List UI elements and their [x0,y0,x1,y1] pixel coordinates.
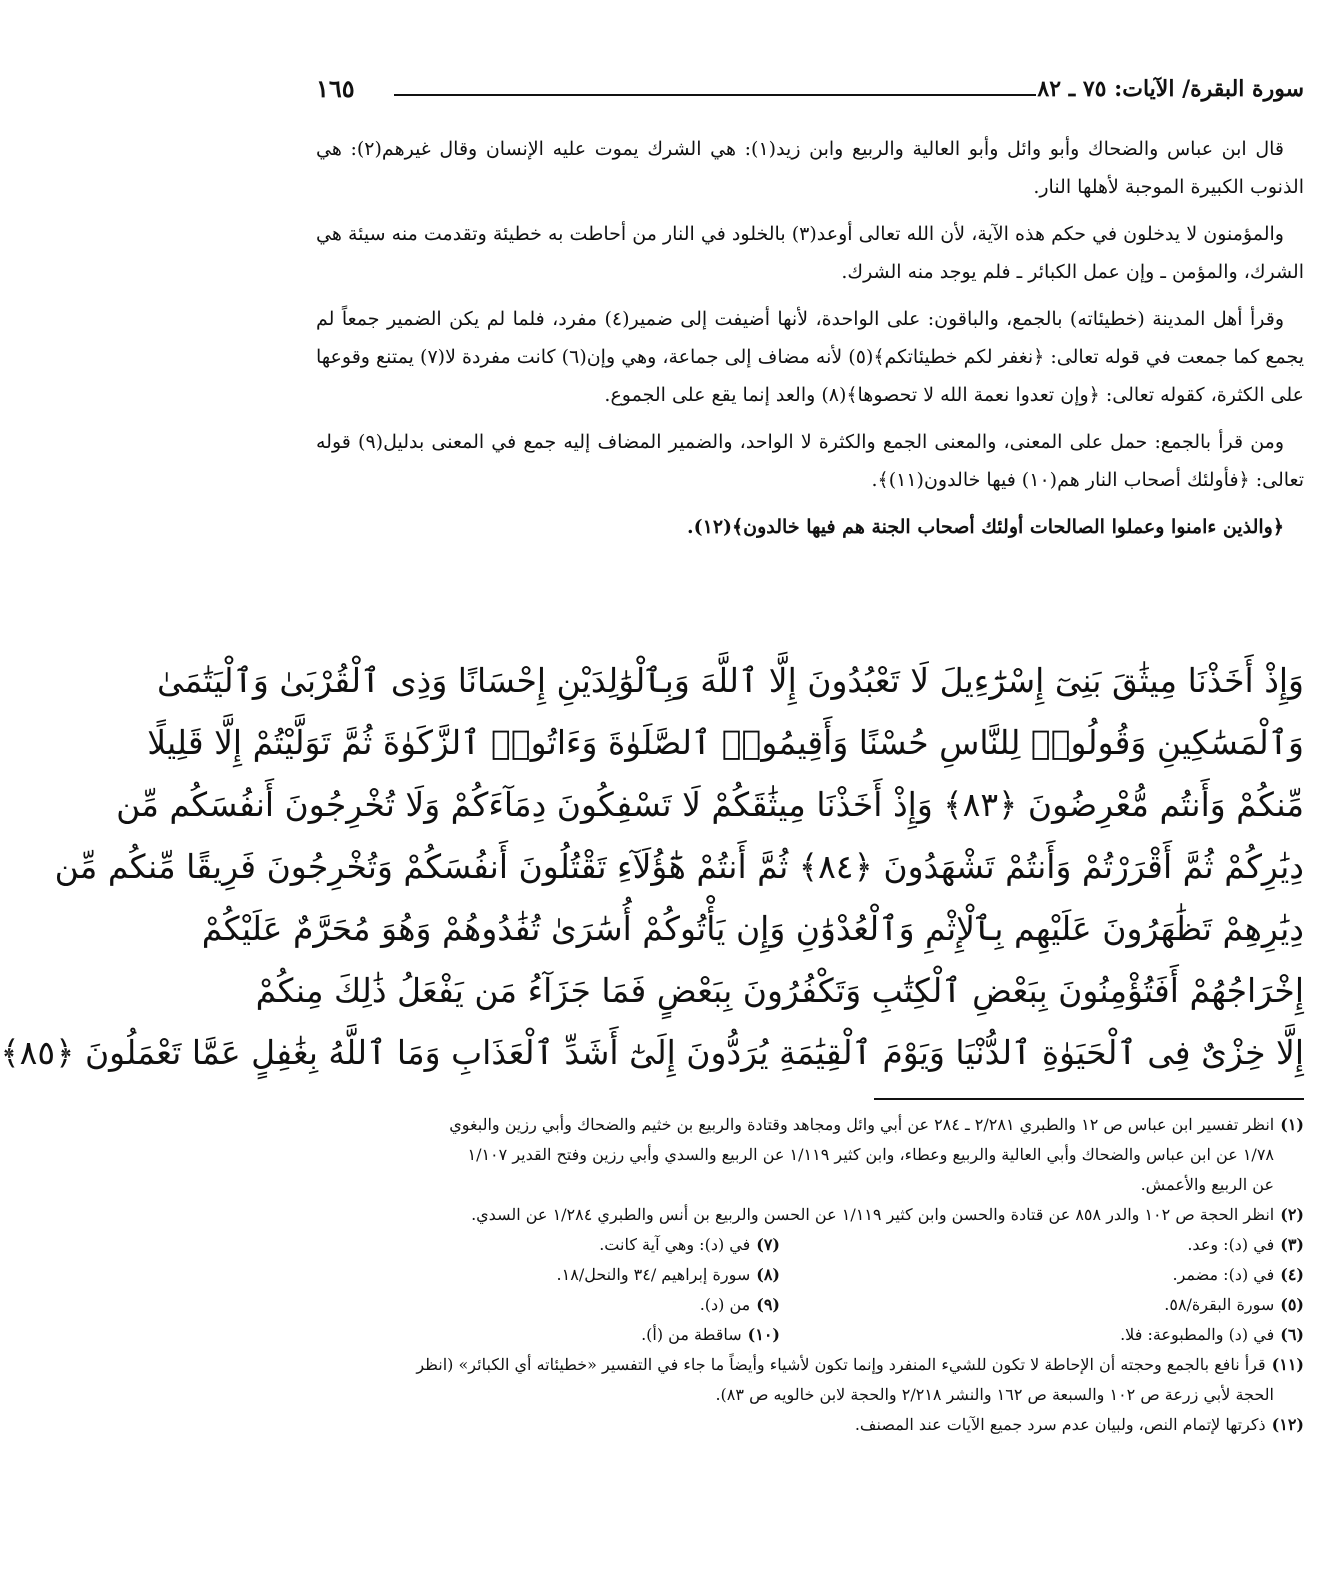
running-header [316,70,1304,110]
page-number: ١٦٥ [316,74,355,103]
footnote-number: (٦) [1280,1325,1304,1344]
footnote-text: ساقطة من (أ). [641,1325,742,1344]
surah-title: سورة البقرة/ الآيات: ٧٥ ـ ٨٢ [1037,76,1304,102]
footnote-text: سورة البقرة/٥٨. [1164,1295,1275,1314]
paragraph-2: والمؤمنون لا يدخلون في حكم هذه الآية، لأن الله تعالى أوعد(٣) بالخلود في النار من أحاطت به خطيئة وتقدمت منه سيئة هي الشرك، والمؤمن ـ وإن عمل الكبائر ـ فلم يوجد منه الشرك. [316,223,1304,283]
quran-line-2: وَٱلْمَسَٰكِينِ وَقُولُوا۟ لِلنَّاسِ حُسْنًا وَأَقِيمُوا۟ ٱلصَّلَوٰةَ وَءَاتُوا۟ ٱلزَّكَوٰةَ ثُمَّ تَوَلَّيْتُمْ إِلَّا قَلِيلًا [147,723,1304,762]
footnote-text: في (د): مضمر. [1172,1265,1275,1284]
quran-line-7: إِلَّا خِزْىٌ فِى ٱلْحَيَوٰةِ ٱلدُّنْيَا وَيَوْمَ ٱلْقِيَٰمَةِ يُرَدُّونَ إِلَىٰٓ أَشَدِّ ٱلْعَذَابِ وَمَا ٱللَّهُ بِغَٰفِلٍ عَمَّا تَعْمَلُونَ ﴿٨٥﴾ [0,1033,1304,1072]
commentary-body [316,130,1304,555]
quran-line-1: وَإِذْ أَخَذْنَا مِيثَٰقَ بَنِىٓ إِسْرَٰٓءِيلَ لَا تَعْبُدُونَ إِلَّا ٱللَّهَ وَبِٱلْوَٰلِدَيْنِ إِحْسَانًا وَذِى ٱلْقُرْبَىٰ وَٱلْيَتَٰمَىٰ [157,661,1304,700]
footnote-number: (١٠) [747,1325,780,1344]
footnote-1 [316,1110,1304,1140]
footnote-3 [840,1230,1304,1260]
footnote-4 [840,1260,1304,1290]
footnote-text: في (د) والمطبوعة: فلا. [1120,1325,1275,1344]
footnotes-right-column [840,1230,1304,1350]
footnote-text: في (د): وهي آية كانت. [599,1235,751,1254]
footnote-number: (١) [1280,1115,1304,1134]
footnote-6 [840,1320,1304,1350]
footnote-text: سورة إبراهيم /٣٤ والنحل/١٨. [556,1265,751,1284]
footnote-number: (٤) [1280,1265,1304,1284]
footnote-8 [316,1260,780,1290]
footnote-5 [840,1290,1304,1320]
footnote-number: (٨) [756,1265,780,1284]
footnote-11 [316,1350,1304,1380]
paragraph-5-verse: ﴿والذين ءامنوا وعملوا الصالحات أولئك أصحاب الجنة هم فيها خالدون﴾(١٢). [687,516,1284,538]
footnote-text: في (د): وعد. [1187,1235,1275,1254]
quran-text-block [0,650,1304,1084]
footnote-11-cont: الحجة لأبي زرعة ص ١٠٢ والسبعة ص ١٦٢ والنشر ٢/٢١٨ والحجة لابن خالويه ص ٨٣). [715,1385,1274,1404]
footnote-text: انظر تفسير ابن عباس ص ١٢ والطبري ٢/٢٨١ ـ ٢٨٤ عن أبي وائل ومجاهد وقتادة والربيع بن خثيم والضحاك وأبي رزين والبغوي [449,1115,1275,1134]
footnote-number: (٩) [756,1295,780,1314]
footnote-number: (٣) [1280,1235,1304,1254]
footnote-9 [316,1290,780,1320]
footnote-1-cont: ١/٧٨ عن ابن عباس والضحاك وأبي العالية والربيع وعطاء، وابن كثير ١/١١٩ عن الربيع والسدي وأبي رزين وفتح القدير ١/١٠٧ [467,1145,1274,1164]
footnote-text: انظر الحجة ص ١٠٢ والدر ٨٥٨ عن قتادة والحسن وابن كثير ١/١١٩ عن الحسن والربيع بن أنس والطبري ١/٢٨٤ عن السدي. [471,1205,1275,1224]
quran-line-4: دِيَٰرِكُمْ ثُمَّ أَقْرَرْتُمْ وَأَنتُمْ تَشْهَدُونَ ﴿٨٤﴾ ثُمَّ أَنتُمْ هَٰٓؤُلَآءِ تَقْتُلُونَ أَنفُسَكُمْ وَتُخْرِجُونَ فَرِيقًا مِّنكُم مِّن [54,847,1304,886]
footnote-10 [316,1320,780,1350]
footnotes-left-column [316,1230,840,1350]
footnote-text: ذكرتها لإتمام النص، ولبيان عدم سرد جميع الآيات عند المصنف. [854,1415,1266,1434]
paragraph-3: وقرأ أهل المدينة (خطيئاته) بالجمع، والباقون: على الواحدة، لأنها أضيفت إلى ضمير(٤) مفرد، فلما لم يكن الضمير جمعاً لم يجمع كما جمعت في قوله تعالى: ﴿نغفر لكم خطيئاتكم﴾(٥) لأنه مضاف إلى جماعة، وهي وإن(٦) كانت مفردة لا(٧) يمتنع وقوعها على الكثرة، كقوله تعالى: ﴿وإن تعدوا نعمة الله لا تحصوها﴾(٨) والعد إنما يقع على الجموع. [316,308,1304,406]
paragraph-1: قال ابن عباس والضحاك وأبو وائل وأبو العالية والربيع وابن زيد(١): هي الشرك يموت عليه الإنسان وقال غيرهم(٢): هي الذنوب الكبيرة الموجبة لأهلها النار. [316,138,1304,198]
quran-line-3: مِّنكُمْ وَأَنتُم مُّعْرِضُونَ ﴿٨٣﴾ وَإِذْ أَخَذْنَا مِيثَٰقَكُمْ لَا تَسْفِكُونَ دِمَآءَكُمْ وَلَا تُخْرِجُونَ أَنفُسَكُم مِّن [116,785,1304,824]
footnote-2 [316,1200,1304,1230]
footnote-text: قرأ نافع بالجمع وحجته أن الإحاطة لا تكون للشيء المنفرد وإنما تكون لأشياء وأيضاً ما جاء في التفسير «خطيئاته أي الكبائر» (انظر [416,1355,1266,1374]
paragraph-4: ومن قرأ بالجمع: حمل على المعنى، والمعنى الجمع والكثرة لا الواحد، والضمير المضاف إليه جمع في المعنى بدليل(٩) قوله تعالى: ﴿فأولئك أصحاب النار هم(١٠) فيها خالدون(١١)﴾. [316,431,1304,491]
footnote-separator [874,1098,1304,1100]
footnote-number: (١٢) [1271,1415,1304,1434]
footnote-number: (٧) [756,1235,780,1254]
footnote-12 [316,1410,1304,1440]
footnote-number: (٢) [1280,1205,1304,1224]
quran-line-5: دِيَٰرِهِمْ تَظَٰهَرُونَ عَلَيْهِم بِٱلْإِثْمِ وَٱلْعُدْوَٰنِ وَإِن يَأْتُوكُمْ أُسَٰرَىٰ تُفَٰدُوهُمْ وَهُوَ مُحَرَّمٌ عَلَيْكُمْ [201,909,1304,948]
footnote-number: (٥) [1280,1295,1304,1314]
footnote-number: (١١) [1271,1355,1304,1374]
quran-line-6: إِخْرَاجُهُمْ أَفَتُؤْمِنُونَ بِبَعْضِ ٱلْكِتَٰبِ وَتَكْفُرُونَ بِبَعْضٍ فَمَا جَزَآءُ مَن يَفْعَلُ ذَٰلِكَ مِنكُمْ [255,971,1304,1010]
footnotes-two-column [316,1230,1304,1350]
header-rule [394,94,1036,96]
footnote-1-cont: عن الربيع والأعمش. [1140,1175,1274,1194]
footnotes [316,1110,1304,1440]
footnote-7 [316,1230,780,1260]
footnote-text: من (د). [699,1295,751,1314]
